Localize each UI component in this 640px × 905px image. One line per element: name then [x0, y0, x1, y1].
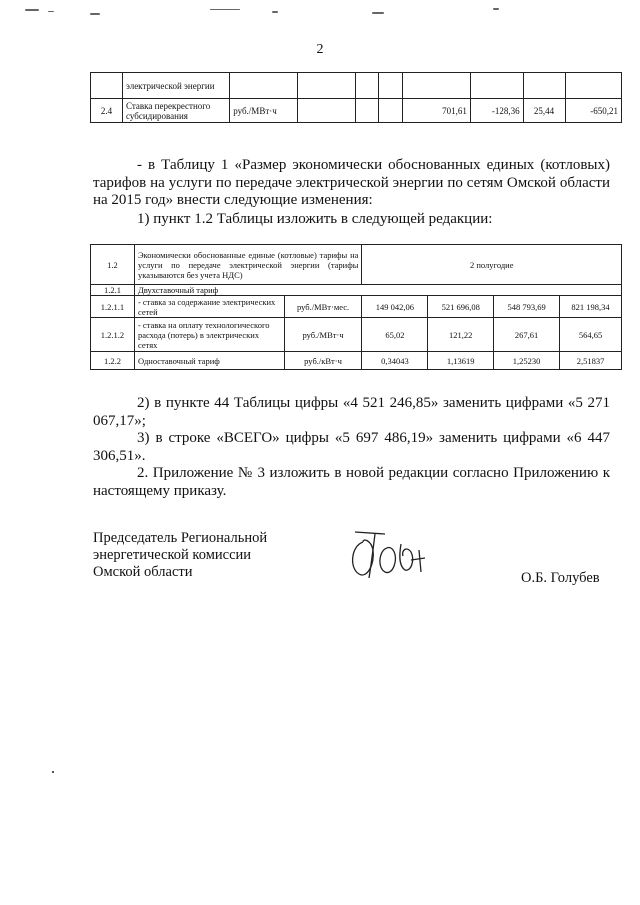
table-row: [91, 296, 622, 318]
cell: [297, 99, 355, 123]
cell: 0,34043: [362, 352, 428, 370]
row-unit: руб./МВт·мес.: [284, 296, 362, 318]
row-num: 1.2.1.1: [91, 296, 135, 318]
signatory-title: [93, 530, 267, 581]
signatory-title-line: энергетической комиссии: [93, 547, 252, 563]
cell: [403, 73, 470, 99]
cell: [355, 99, 378, 123]
scan-speck: [272, 11, 278, 13]
cell: [297, 73, 355, 99]
scan-speck: [372, 12, 384, 14]
row-num: 2.4: [91, 99, 123, 123]
tariff-table: [90, 244, 622, 370]
cell: 25,44: [523, 99, 565, 123]
table-row: [91, 285, 622, 296]
row-unit: [230, 73, 297, 99]
header-period: 2 полугодие: [362, 245, 622, 285]
row-num: 1.2.2: [91, 352, 135, 370]
row-unit: руб./МВт·ч: [284, 318, 362, 352]
row-name: - ставка на оплату технологического расхода (потерь) в электрических сетях: [134, 318, 284, 352]
row-name: - ставка за содержание электрических сетей: [134, 296, 284, 318]
cell: [470, 73, 523, 99]
cell: 121,22: [428, 318, 494, 352]
handwritten-signature: [345, 520, 435, 585]
cell: [378, 99, 403, 123]
cell: 2,51837: [560, 352, 622, 370]
page-number: 2: [316, 42, 324, 57]
scan-speck: [90, 13, 100, 15]
cell: -650,21: [565, 99, 622, 123]
cell: -128,36: [470, 99, 523, 123]
row-name: Ставка перекрестного субсидирования: [123, 99, 230, 123]
row-unit: руб./МВт·ч: [230, 99, 297, 123]
table-row: [91, 73, 622, 99]
cell: [523, 73, 565, 99]
item-3-paragraph: 3) в строке «ВСЕГО» цифры «5 697 486,19» заменить цифрами «6 447 306,51».: [93, 430, 610, 464]
continuation-table: [90, 72, 622, 123]
cell: 149 042,06: [362, 296, 428, 318]
intro-paragraph: - в Таблицу 1 «Размер экономически обоснованных единых (котловых) тарифов на услуги по передаче электрической энергии по сетям Омской области на 2015 год» внести следующие изменения:: [93, 157, 610, 208]
scan-speck: [493, 8, 499, 10]
header-name: Экономически обоснованные единые (котловые) тарифы на услуги по передаче электрической энергии (тарифы указываются без учета НДС): [134, 245, 362, 285]
row-name: Двухставочный тариф: [134, 285, 621, 296]
row-num: 1.2: [91, 245, 135, 285]
cell: 1,13619: [428, 352, 494, 370]
row-num: 1.2.1: [91, 285, 135, 296]
signatory-title-line: Омской области: [93, 564, 193, 580]
cell: 65,02: [362, 318, 428, 352]
signatory-title-line: Председатель Региональной: [93, 530, 268, 546]
item-1-paragraph: 1) пункт 1.2 Таблицы изложить в следующей редакции:: [137, 211, 493, 227]
row-num: [91, 73, 123, 99]
cell: 564,65: [560, 318, 622, 352]
scan-speck: [52, 771, 54, 773]
scan-speck: [48, 11, 54, 12]
scan-speck: [25, 9, 39, 11]
cell: 701,61: [403, 99, 470, 123]
item-4-paragraph: 2. Приложение № 3 изложить в новой редакции согласно Приложению к настоящему приказу.: [93, 465, 610, 499]
item-2-paragraph: 2) в пункте 44 Таблицы цифры «4 521 246,85» заменить цифрами «5 271 067,17»;: [93, 395, 610, 429]
table-row: [91, 318, 622, 352]
table-row: [91, 99, 622, 123]
cell: 267,61: [494, 318, 560, 352]
table-row: [91, 352, 622, 370]
signatory-name: О.Б. Голубев: [521, 570, 600, 586]
cell: 1,25230: [494, 352, 560, 370]
cell: [378, 73, 403, 99]
table-header-row: [91, 245, 622, 285]
row-num: 1.2.1.2: [91, 318, 135, 352]
row-name: Одноставочный тариф: [134, 352, 284, 370]
cell: 821 198,34: [560, 296, 622, 318]
cell: 548 793,69: [494, 296, 560, 318]
row-name: электрической энергии: [123, 73, 230, 99]
cell: [355, 73, 378, 99]
scan-speck: [210, 9, 240, 10]
row-unit: руб./кВт·ч: [284, 352, 362, 370]
cell: [565, 73, 622, 99]
cell: 521 696,08: [428, 296, 494, 318]
